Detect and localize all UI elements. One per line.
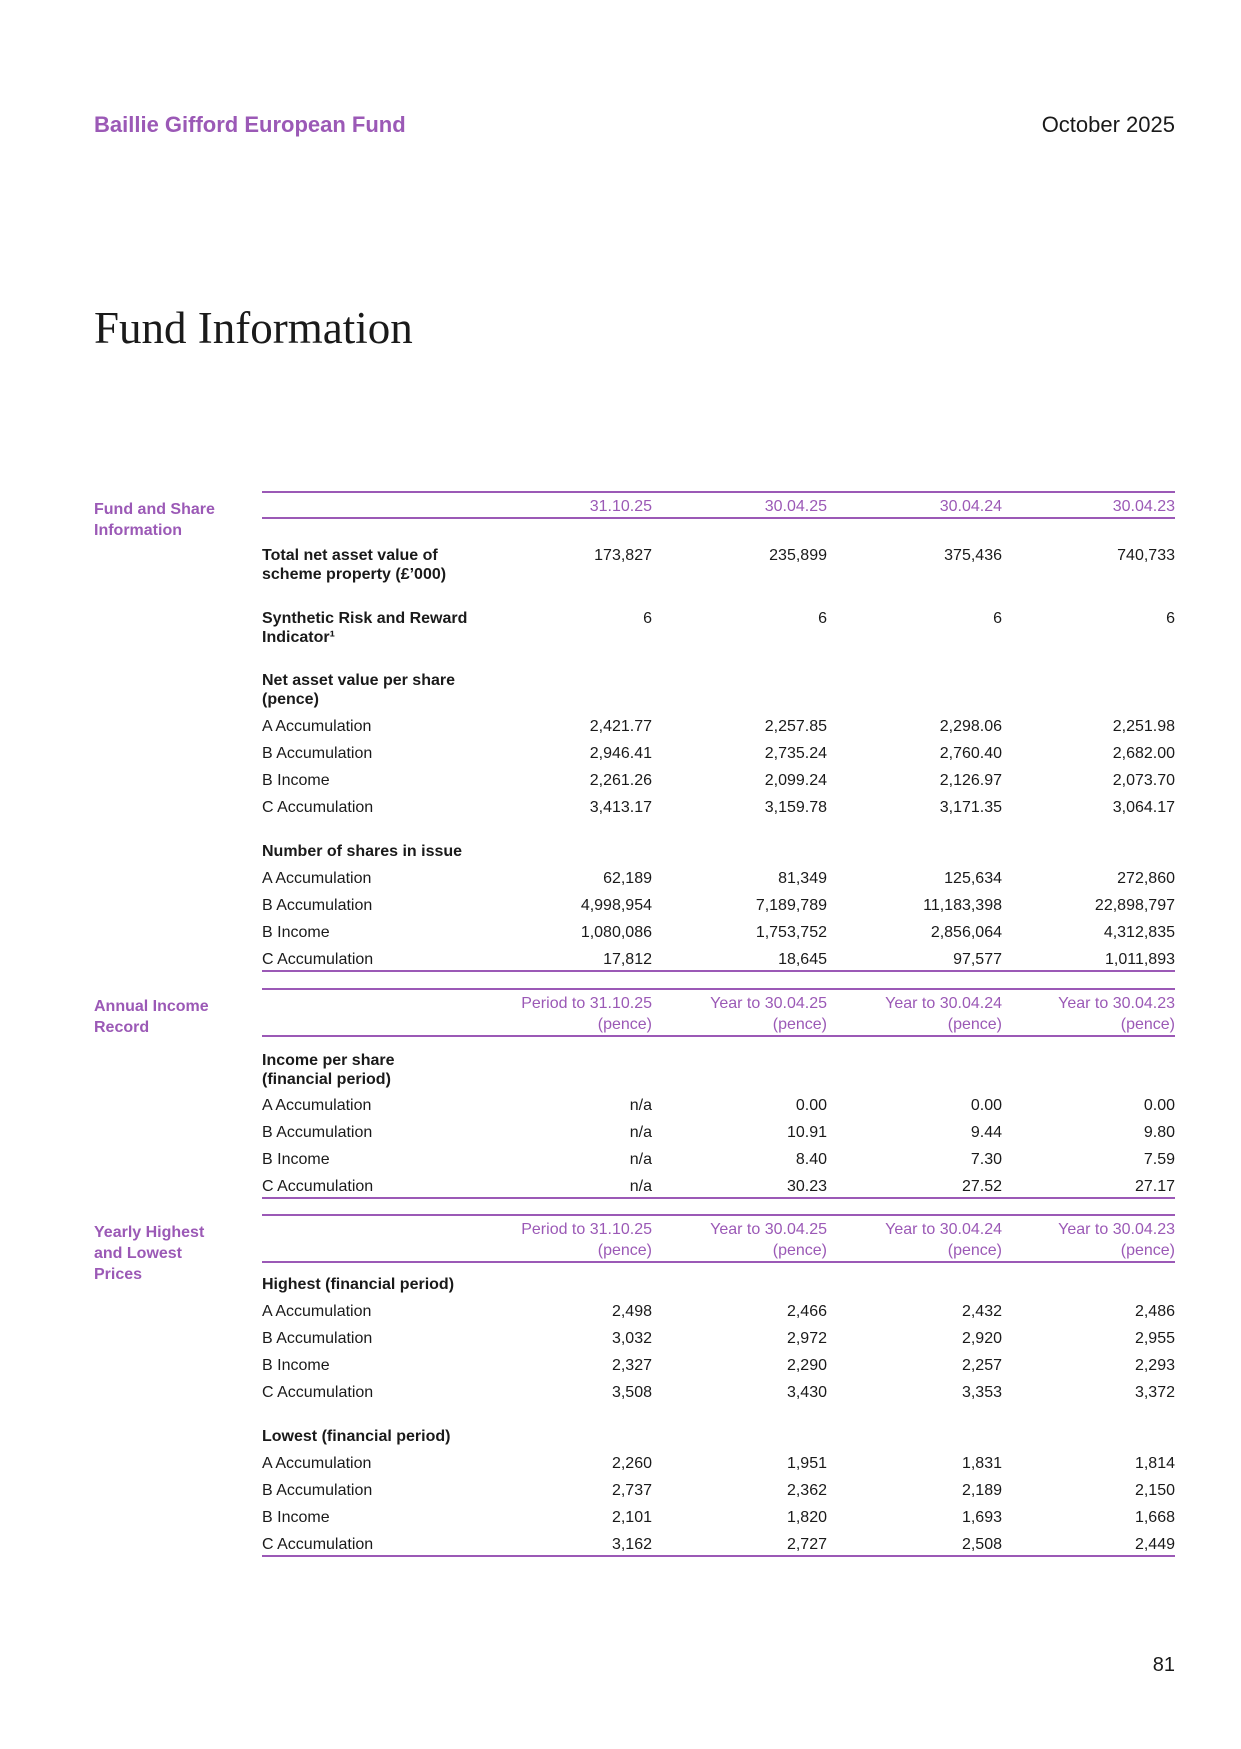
prices-table <box>262 1214 1175 1557</box>
section-label: Yearly Highest and Lowest Prices <box>94 1224 205 1283</box>
table-row: C Accumulation 3,508 3,430 3,353 3,372 <box>262 1384 1175 1401</box>
table-row: Synthetic Risk and Reward Indicator¹ 6 6 6 6 <box>262 610 1175 646</box>
group-heading: Net asset value per share (pence) <box>262 672 455 708</box>
column-header: 30.04.24 <box>939 498 1002 515</box>
table-row: B Income n/a 8.40 7.30 7.59 <box>262 1151 1175 1168</box>
divider <box>262 970 1175 972</box>
column-header: 30.04.23 <box>1112 498 1175 515</box>
table-row: A Accumulation 2,498 2,466 2,432 2,486 <box>262 1303 1175 1320</box>
table-row: B Income 2,101 1,820 1,693 1,668 <box>262 1509 1175 1526</box>
table-row: A Accumulation n/a 0.00 0.00 0.00 <box>262 1097 1175 1114</box>
table-row: A Accumulation 62,189 81,349 125,634 272,860 <box>262 870 1175 887</box>
table-row: B Income 1,080,086 1,753,752 2,856,064 4,312,835 <box>262 924 1175 941</box>
table-row: C Accumulation 17,812 18,645 97,577 1,011,893 <box>262 951 1175 968</box>
column-header: Year to 30.04.24 (pence) <box>885 995 1002 1033</box>
table-row: A Accumulation 2,421.77 2,257.85 2,298.06 2,251.98 <box>262 718 1175 735</box>
column-header: Period to 31.10.25 (pence) <box>521 1221 652 1259</box>
table-row: C Accumulation 3,413.17 3,159.78 3,171.35 3,064.17 <box>262 799 1175 816</box>
group-heading: Number of shares in issue <box>262 843 463 860</box>
section-label: Annual Income Record <box>94 998 209 1036</box>
annual-income-table <box>262 988 1175 1199</box>
page-title: Fund Information <box>94 303 413 353</box>
table-header <box>262 491 1175 519</box>
table-row: B Accumulation 2,737 2,362 2,189 2,150 <box>262 1482 1175 1499</box>
fund-share-table <box>262 491 1175 972</box>
column-header: 30.04.25 <box>764 498 827 515</box>
table-row: A Accumulation 2,260 1,951 1,831 1,814 <box>262 1455 1175 1472</box>
table-header <box>262 1214 1175 1263</box>
table-row: B Accumulation 2,946.41 2,735.24 2,760.40 2,682.00 <box>262 745 1175 762</box>
table-row: B Accumulation 3,032 2,972 2,920 2,955 <box>262 1330 1175 1347</box>
table-header <box>262 988 1175 1037</box>
group-heading: Income per share (financial period) <box>262 1052 395 1088</box>
table-row: B Income 2,261.26 2,099.24 2,126.97 2,073.70 <box>262 772 1175 789</box>
page-number: 81 <box>1152 1654 1175 1676</box>
table-row: C Accumulation 3,162 2,727 2,508 2,449 <box>262 1536 1175 1553</box>
column-header: 31.10.25 <box>589 498 652 515</box>
table-row: B Accumulation 4,998,954 7,189,789 11,183,398 22,898,797 <box>262 897 1175 914</box>
column-header: Year to 30.04.23 (pence) <box>1058 1221 1175 1259</box>
report-date: October 2025 <box>1041 112 1175 137</box>
group-heading: Highest (financial period) <box>262 1276 455 1293</box>
group-heading: Lowest (financial period) <box>262 1428 451 1445</box>
table-row: C Accumulation n/a 30.23 27.52 27.17 <box>262 1178 1175 1195</box>
fund-name: Baillie Gifford European Fund <box>94 112 406 137</box>
table-row: Total net asset value of scheme property (£’000) 173,827 235,899 375,436 740,733 <box>262 547 1175 583</box>
column-header: Year to 30.04.23 (pence) <box>1058 995 1175 1033</box>
column-header: Year to 30.04.25 (pence) <box>710 995 827 1033</box>
column-header: Period to 31.10.25 (pence) <box>521 995 652 1033</box>
divider <box>262 1555 1175 1557</box>
table-row: B Accumulation n/a 10.91 9.44 9.80 <box>262 1124 1175 1141</box>
section-label: Fund and Share Information <box>94 501 215 539</box>
divider <box>262 1197 1175 1199</box>
column-header: Year to 30.04.25 (pence) <box>710 1221 827 1259</box>
column-header: Year to 30.04.24 (pence) <box>885 1221 1002 1259</box>
table-row: B Income 2,327 2,290 2,257 2,293 <box>262 1357 1175 1374</box>
